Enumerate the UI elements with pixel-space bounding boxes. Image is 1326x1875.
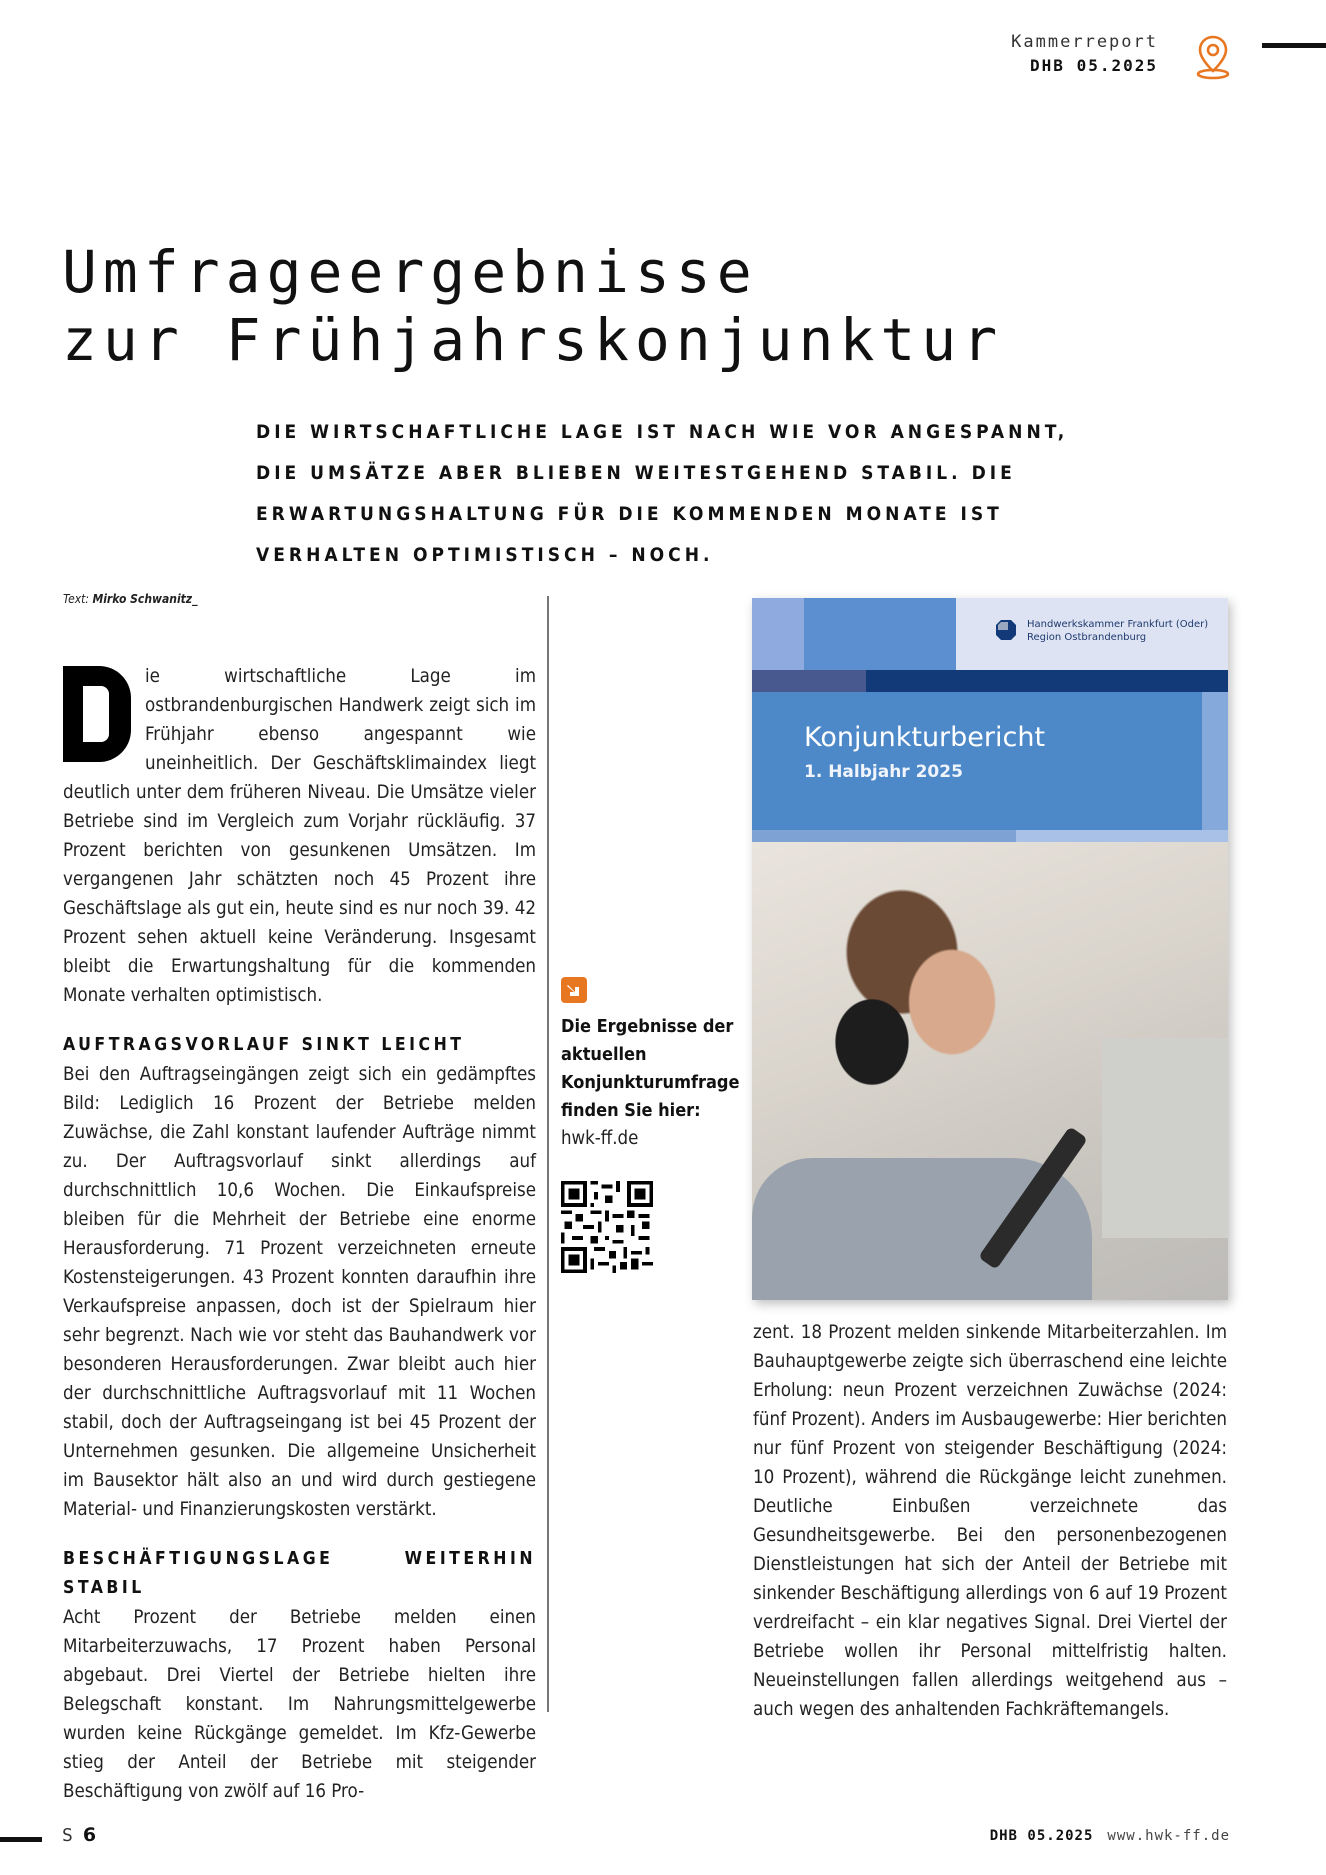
cover-subtitle: 1. Halbjahr 2025: [804, 762, 963, 782]
qr-code[interactable]: [561, 1181, 653, 1273]
cover-block: [804, 598, 956, 670]
footer-rule: [0, 1837, 42, 1842]
footer-issue: DHB 05.2025: [989, 1828, 1094, 1844]
report-cover-image: [752, 598, 1228, 1300]
cover-photo-stone: [1102, 1038, 1228, 1238]
section1-body: Bei den Auftragseingängen zeigt sich ein gedämpftes Bild: Lediglich 16 Prozent der Betriebe melden Zuwächse, die Zahl konstant laufender Aufträge nimmt zu. Der Auftragsvorlauf sinkt allerdings auf durchschnittlich 10,6 Wochen. Die Einkaufspreise bleiben für die Mehrheit der Betriebe eine enorme Herausforderung. 71 Prozent verzeichneten erneute Kostensteigerungen. 43 Prozent konnten daraufhin ihre Verkaufspreise anpassen, doch ist der Spielraum hier sehr begrenzt. Nach wie vor steht das Bauhandwerk vor besonderen Herausforderungen. Zwar bleibt auch hier der durchschnittliche Auftragsvorlauf mit 11 Wochen stabil, doch der Auftragseingang ist bei 45 Prozent der Unternehmen gesunken. Die allgemeine Unsicherheit im Bausektor hält also an und wird durch gestiegene Material- und Finanzierungskosten verstärkt.: [63, 1064, 536, 1520]
article-lead: DIE WIRTSCHAFTLICHE LAGE IST NACH WIE VOR ANGESPANNT, DIE UMSÄTZE ABER BLIEBEN WEITESTGEHEND STABIL. DIE ERWARTUNGSHALTUNG FÜR DIE KOMMENDEN MONATE IST VERHALTEN OPTIMISTISCH – NOCH.: [256, 421, 1069, 566]
cover-org-line2: Region Ostbrandenburg: [1027, 632, 1147, 643]
header-rule: [1262, 43, 1326, 48]
cover-organization: [1027, 618, 1208, 644]
footer-info: [990, 1828, 1230, 1844]
cover-title-panel-edge: [1202, 692, 1228, 830]
cover-stripe: [752, 670, 866, 692]
footer-website[interactable]: www.hwk-ff.de: [1107, 1828, 1230, 1844]
issue-label: DHB 05.2025: [1030, 56, 1158, 75]
dropcap-d: [63, 666, 131, 762]
section2-body-part1: Acht Prozent der Betriebe melden einen Mitarbeiterzuwachs, 17 Prozent haben Personal abgebaut. Drei Viertel der Betriebe hielten ihre Belegschaft konstant. Im Nahrungsmittelgewerbe wurden keine Rückgänge gemeldet. Im Kfz-Gewerbe stieg der Anteil der Betriebe mit steigender Beschäftigung von zwölf auf 16 Pro-: [63, 1607, 536, 1802]
cover-bar: [752, 830, 1016, 842]
sidebar-callout: [561, 977, 740, 1277]
cover-title-panel: [752, 692, 1202, 830]
intro-text: ie wirtschaftliche Lage im ostbrandenburgischen Handwerk zeigt sich im Frühjahr ebenso angespannt wie uneinheitlich. Der Geschäftsklimaindex liegt deutlich unter dem früheren Niveau. Die Umsätze vieler Betriebe sind im Vergleich zum Vorjahr rückläufig. 37 Prozent berichten von gesunkenen Umsätzen. Im vergangenen Jahr schätzten noch 45 Prozent ihre Geschäftslage als gut ein, heute sind es nur noch 39. 42 Prozent sehen aktuell keine Veränderung. Insgesamt bleibt die Erwartungshaltung für die kommenden Monate verhalten optimistisch.: [63, 666, 536, 1006]
callout-text: Die Ergebnisse der aktuellen Konjunkturumfrage finden Sie hier:: [561, 1016, 740, 1121]
page-prefix: S: [62, 1825, 73, 1846]
column-divider: [547, 596, 549, 1712]
callout-link[interactable]: hwk-ff.de: [561, 1128, 639, 1149]
article-title: [62, 238, 1003, 374]
running-header: [1011, 30, 1158, 78]
cover-block: [752, 598, 804, 670]
title-line-1: Umfrageergebnisse: [62, 238, 758, 306]
cover-org-line1: Handwerkskammer Frankfurt (Oder): [1027, 619, 1209, 630]
title-line-2: zur Frühjahrskonjunktur: [62, 306, 1004, 374]
byline: [63, 592, 198, 606]
page-number: [62, 1824, 96, 1846]
arrow-down-right-icon: [561, 977, 587, 1003]
body-column-right: [753, 1318, 1227, 1724]
body-column-left: [63, 662, 536, 1806]
cover-stripe: [866, 670, 1228, 692]
cover-bar: [1016, 830, 1228, 842]
page-number-value: 6: [82, 1824, 97, 1846]
cover-title: Konjunkturbericht: [804, 722, 1046, 753]
hwk-logo-icon: [994, 618, 1018, 642]
byline-prefix: Text:: [63, 592, 90, 606]
section-label: Kammerreport: [1011, 32, 1158, 52]
byline-author: Mirko Schwanitz_: [92, 592, 198, 606]
subheading-beschaeftigung: BESCHÄFTIGUNGSLAGE WEITERHIN STABIL: [63, 1549, 536, 1598]
intro-paragraph: [63, 662, 536, 1010]
location-pin-icon: [1196, 34, 1230, 80]
subheading-auftragsvorlauf: AUFTRAGSVORLAUF SINKT LEICHT: [63, 1035, 465, 1055]
section2-body-part2: zent. 18 Prozent melden sinkende Mitarbeiterzahlen. Im Bauhauptgewerbe zeigte sich überraschend eine leichte Erholung: neun Prozent verzeichnen Zuwächse (2024: fünf Prozent). Anders im Ausbaugewerbe: Hier berichten nur fünf Prozent von steigender Beschäftigung (2024: 10 Prozent), während die Rückgänge leicht zunehmen. Deutliche Einbußen verzeichnete das Gesundheitsgewerbe. Bei den personenbezogenen Dienstleistungen hat sich der Anteil der Betriebe mit sinkender Beschäftigung allerdings von 6 auf 19 Prozent verdreifacht – ein klar negatives Signal. Drei Viertel der Betriebe wollen ihr Personal mittelfristig halten. Neueinstellungen fallen allerdings weitgehend aus – auch wegen des anhaltenden Fachkräftemangels.: [753, 1322, 1227, 1720]
